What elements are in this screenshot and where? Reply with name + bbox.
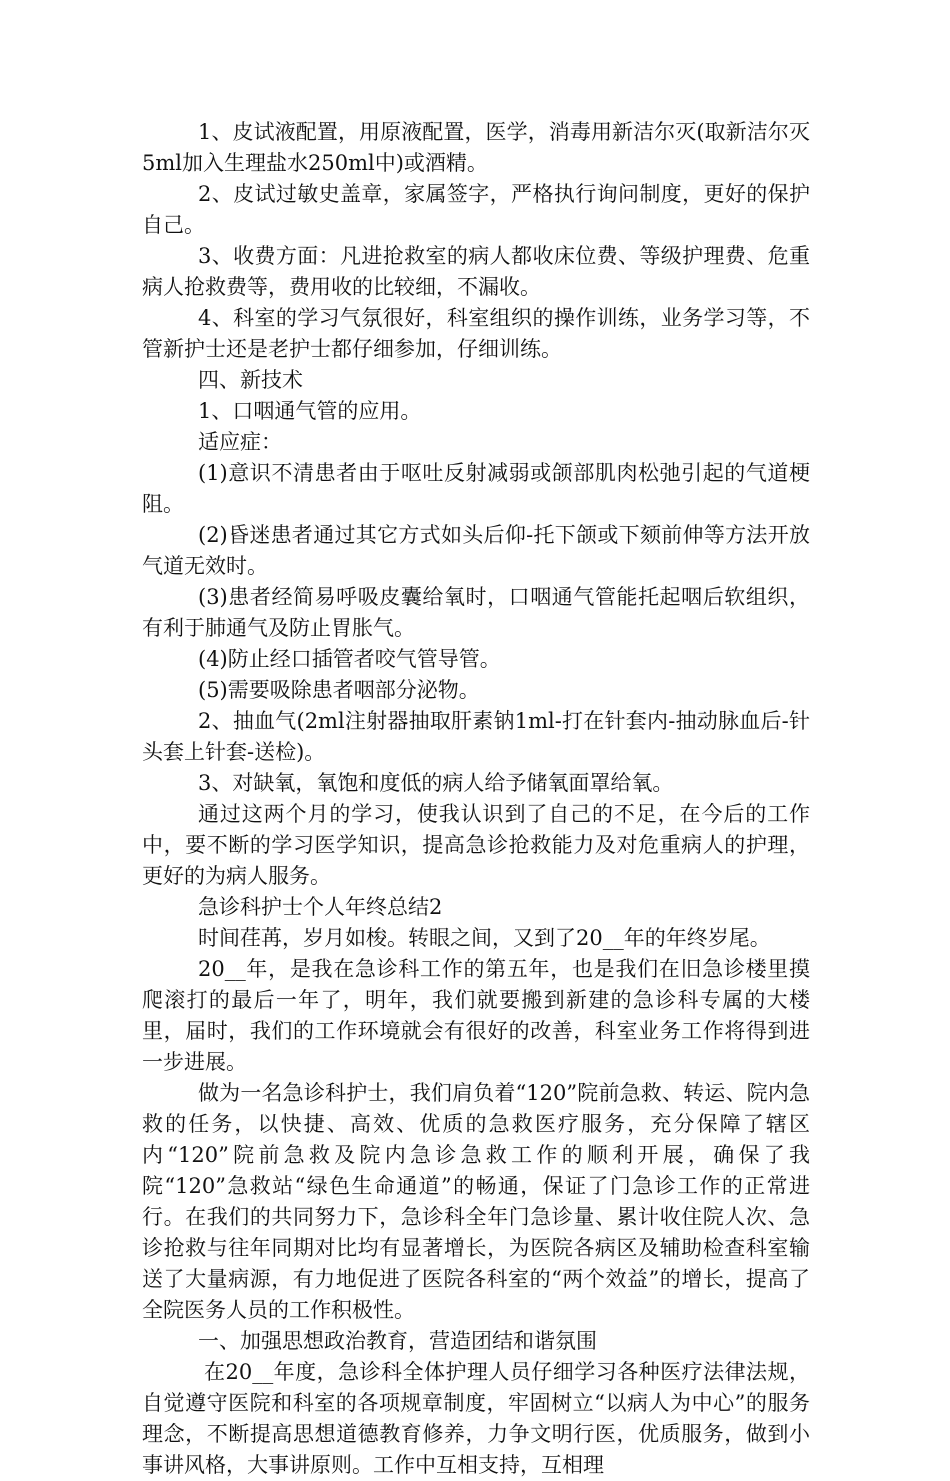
section-heading-political-education: 一、加强思想政治教育，营造团结和谐氛围 <box>198 1329 597 1353</box>
paragraph-oropharyngeal-airway: 1、口咽通气管的应用。 <box>198 399 422 423</box>
list-item-indication-3: (3)患者经简易呼吸皮囊给氧时，口咽通气管能托起咽后软组织，有利于肺通气及防止胃胀气。 <box>142 585 810 640</box>
paragraph-time-flies: 时间荏苒，岁月如梭。转眼之间，又到了20__年的年终岁尾。 <box>198 926 771 950</box>
list-item-indication-2: (2)昏迷患者通过其它方式如头后仰-托下颌或下颏前伸等方法开放气道无效时。 <box>142 523 810 578</box>
paragraph-indications-label: 适应症： <box>198 430 282 454</box>
paragraph-skin-test-solution: 1、皮试液配置，用原液配置，医学，消毒用新洁尔灭(取新洁尔灭5ml加入生理盐水250ml中)或酒精。 <box>142 120 810 175</box>
paragraph-regulations: 在20__年度，急诊科全体护理人员仔细学习各种医疗法律法规，自觉遵守医院和科室的各项规章制度，牢固树立“以病人为中心”的服务理念，不断提高思想道德教育修养，力争文明行医，优质服务，做到小事讲风格，大事讲原则。工作中互相支持，互相理 <box>142 1360 810 1477</box>
list-item-indication-5: (5)需要吸除患者咽部分泌物。 <box>198 678 480 702</box>
document-subtitle: 急诊科护士个人年终总结2 <box>198 895 443 919</box>
paragraph-emergency-nurse-duties: 做为一名急诊科护士，我们肩负着“120”院前急救、转运、院内急救的任务，以快捷、高效、优质的急救医疗服务，充分保障了辖区内“120”院前急救及院内急诊急救工作的顺利开展，确保了我院“120”急救站“绿色生命通道”的畅通，保证了门急诊工作的正常进行。在我们的共同努力下，急诊科全年门急诊量、累计收住院人次、急诊抢救与往年同期对比均有显著增长，为医院各病区及辅助检查科室输送了大量病源，有力地促进了医院各科室的“两个效益”的增长，提高了全院医务人员的工作积极性。 <box>142 1081 810 1322</box>
list-item-indication-4: (4)防止经口插管者咬气管导管。 <box>198 647 501 671</box>
paragraph-oxygen-mask: 3、对缺氧，氧饱和度低的病人给予储氧面罩给氧。 <box>198 771 674 795</box>
document-body <box>142 117 810 1481</box>
list-item-indication-1: (1)意识不清患者由于呕吐反射减弱或颌部肌肉松弛引起的气道梗阻。 <box>142 461 810 516</box>
paragraph-blood-gas: 2、抽血气(2ml注射器抽取肝素钠1ml-打在针套内-抽动脉血后-针头套上针套-送检)。 <box>142 709 810 764</box>
section-heading-new-techniques: 四、新技术 <box>198 368 303 392</box>
paragraph-study-atmosphere: 4、科室的学习气氛很好，科室组织的操作训练，业务学习等，不管新护士还是老护士都仔细参加，仔细训练。 <box>142 306 810 361</box>
paragraph-charges: 3、收费方面：凡进抢救室的病人都收床位费、等级护理费、危重病人抢救费等，费用收的比较细，不漏收。 <box>142 244 810 299</box>
paragraph-allergy-history: 2、皮试过敏史盖章，家属签字，严格执行询问制度，更好的保护自己。 <box>142 182 810 237</box>
paragraph-conclusion: 通过这两个月的学习，使我认识到了自己的不足，在今后的工作中，要不断的学习医学知识，提高急诊抢救能力及对危重病人的护理，更好的为病人服务。 <box>142 802 810 888</box>
paragraph-fifth-year: 20__年，是我在急诊科工作的第五年，也是我们在旧急诊楼里摸爬滚打的最后一年了，明年，我们就要搬到新建的急诊科专属的大楼里，届时，我们的工作环境就会有很好的改善，科室业务工作将得到进一步进展。 <box>142 957 810 1074</box>
